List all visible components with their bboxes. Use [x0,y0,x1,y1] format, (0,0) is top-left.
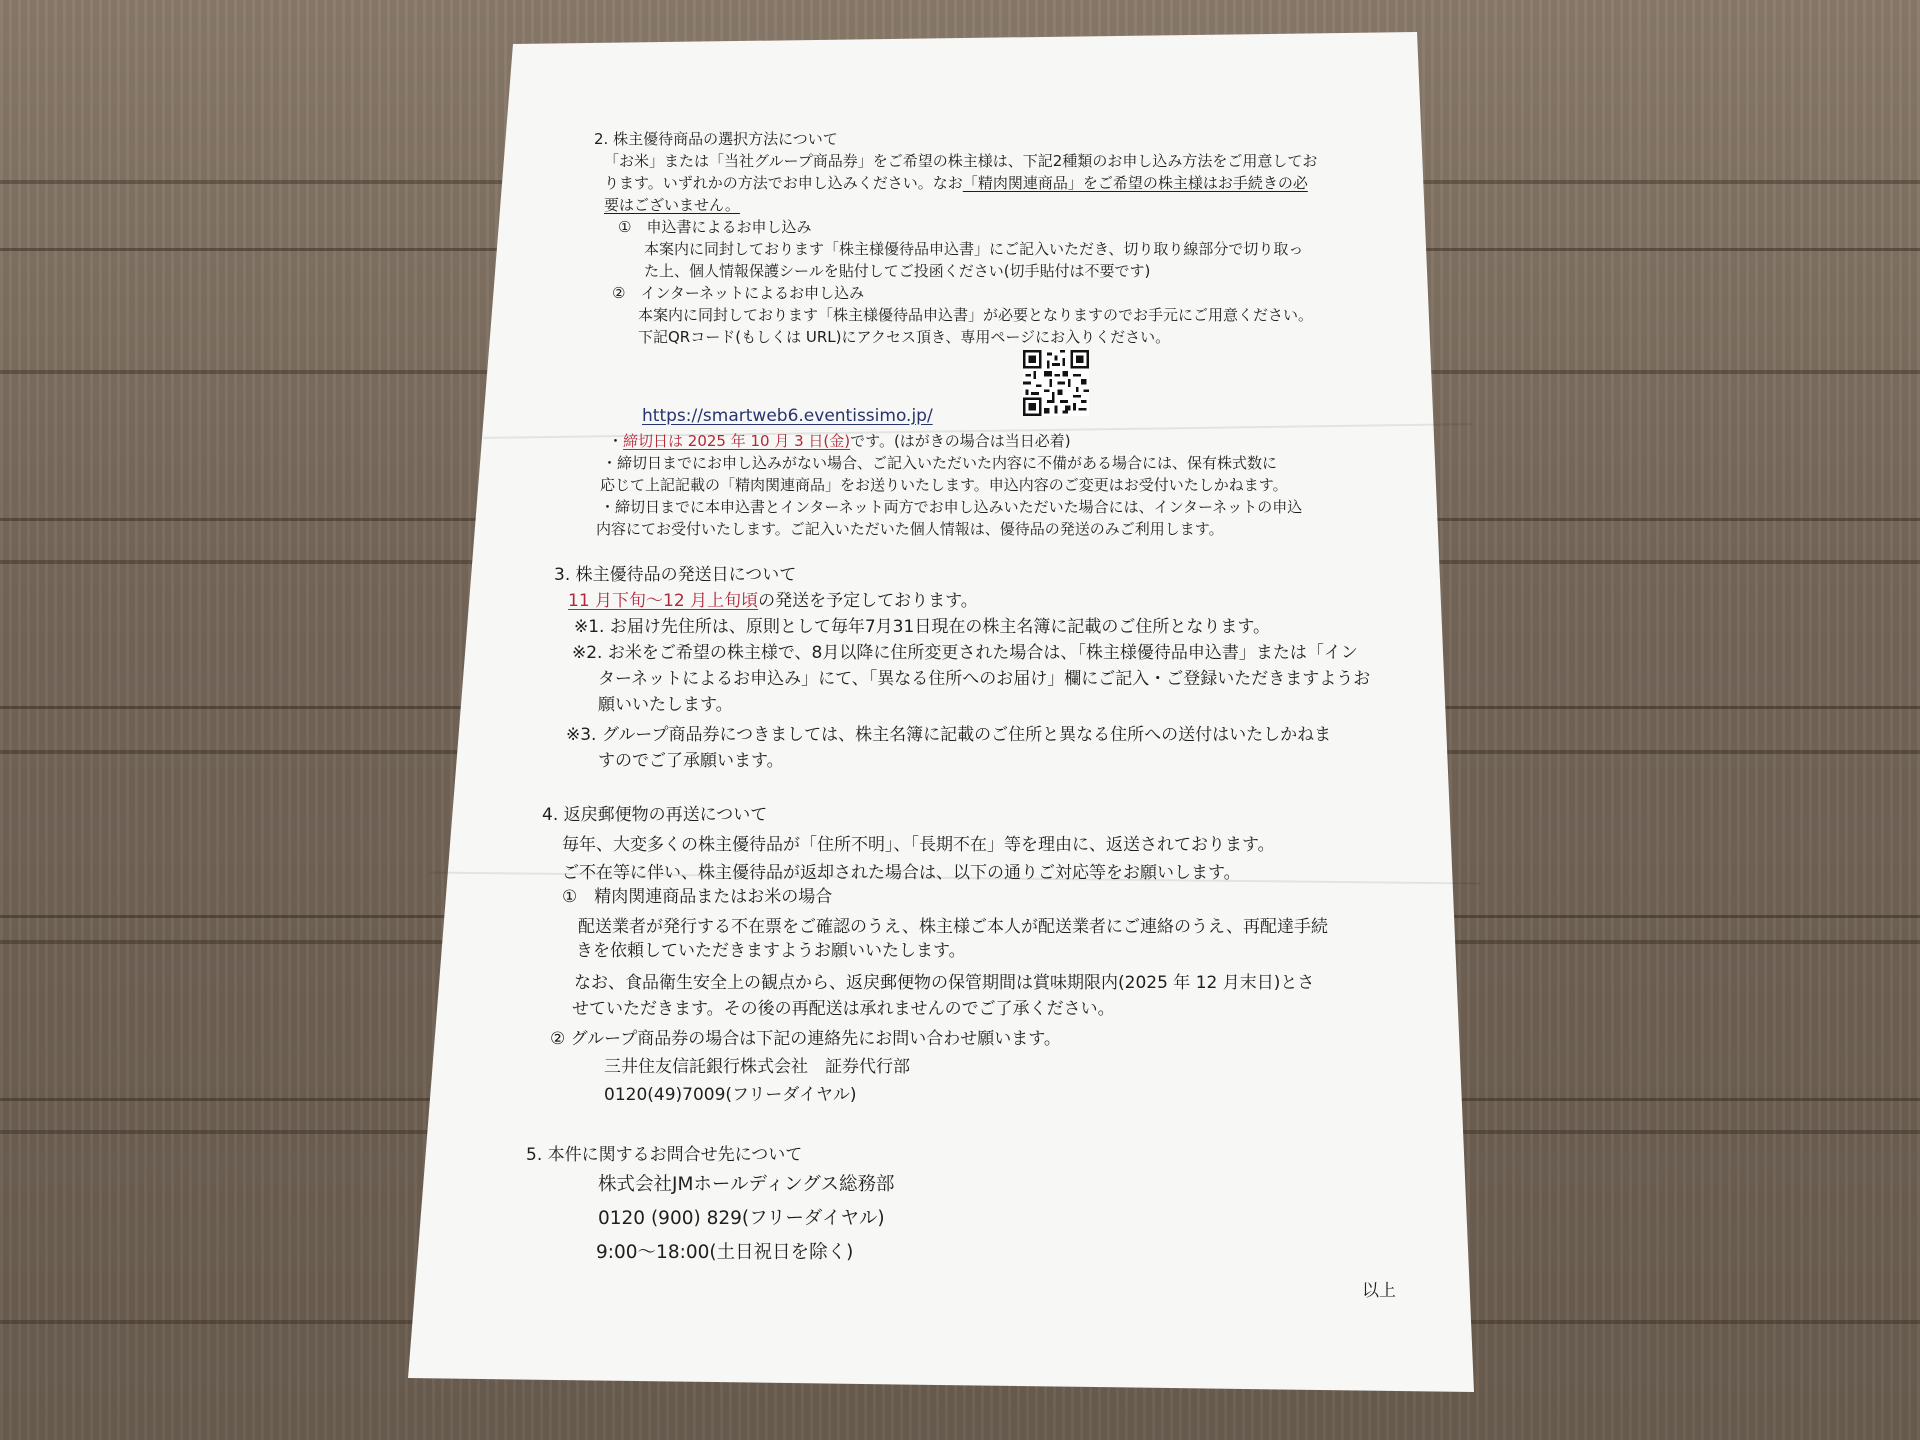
shipping-date: 11 月下旬～12 月上旬頃 [568,591,759,611]
shipping-note-2: ターネットによるお申込み」にて、「異なる住所へのお届け」欄にご記入・ご登録いただきますようお [598,669,1371,689]
contact-company: 株式会社JMホールディングス総務部 [598,1174,895,1195]
deadline-note-text: ・締切日までにお申し込みがない場合、ご記入いただいた内容に不備がある場合には、保有株式数に [602,454,1278,472]
shipping-date-line [568,586,978,611]
deadline-note-text: 応じて上記記載の「精肉関連商品」をお送りいたします。申込内容のご変更はお受付いたしかねます。 [600,476,1288,494]
deadline-note-text: ・締切日までに本申込書とインターネット両方でお申し込みいただいた場合には、インターネットの申込 [600,498,1303,516]
contact-hours: 9:00～18:00(土日祝日を除く) [596,1242,854,1263]
section-2-text: 要はございません。 [604,196,740,214]
section-2-text: 「お米」または「当社グループ商品券」をご希望の株主様は、下記2種類のお申し込み方法をご用意してお [604,152,1318,170]
shipping-note-3: すのでご了承願います。 [598,751,784,771]
deadline-date: 締切日は 2025 年 10 月 3 日(金) [623,432,851,450]
case-1-text: きを依頼していただきますようお願いいたします。 [576,941,966,961]
method-1-text: 本案内に同封しております「株主様優待品申込書」にご記入いただき、切り取り線部分で切り取っ [644,240,1304,258]
deadline-note-text: 内容にてお受付いたします。ご記入いただいた個人情報は、優待品の発送のみご利用します。 [596,520,1224,538]
shipping-note-2: ※2. お米をご希望の株主様で、8月以降に住所変更された場合は、「株主様優待品申込書」または「イン [572,643,1358,663]
method-1-text: た上、個人情報保護シールを貼付してご投函ください(切手貼付は不要です) [644,262,1151,280]
return-text: ご不在等に伴い、株主優待品が返却された場合は、以下の通りご対応等をお願いします。 [562,863,1241,883]
method-2-text: 下記QRコード(もしくは URL)にアクセス頂き、専用ページにお入りください。 [638,328,1171,346]
qr-code-graphic [1023,350,1089,416]
deadline-note: です。(はがきの場合は当日必着) [850,432,1071,450]
method-1-title: ① 申込書によるお申し込み [618,218,812,236]
case-1-text: 配送業者が発行する不在票をご確認のうえ、株主様ご本人が配送業者にご連絡のうえ、再配達手続 [578,917,1329,937]
case-1-text: なお、食品衛生安全上の観点から、返戻郵便物の保管期間は賞味期限内(2025 年 12 月末日)とさ [574,973,1315,993]
deadline-line [608,430,1071,451]
case-1-text: せていただきます。その後の再配送は承れませんのでご了承ください。 [572,999,1115,1019]
case-2-title: ② グループ商品券の場合は下記の連絡先にお問い合わせ願います。 [550,1029,1061,1049]
section-2-heading: 2. 株主優待商品の選択方法について [594,130,838,148]
method-2-text: 本案内に同封しております「株主様優待品申込書」が必要となりますのでお手元にご用意ください。 [638,306,1314,324]
section-4-heading: 4. 返戻郵便物の再送について [542,805,768,825]
section-3-heading: 3. 株主優待品の発送日について [554,565,797,585]
qr-code[interactable] [1023,350,1089,416]
application-url-link[interactable]: https://smartweb6.eventissimo.jp/ [642,406,933,426]
section-2-text-part: ります。いずれかの方法でお申し込みください。なお [604,174,963,192]
case-1-title: ① 精肉関連商品またはお米の場合 [562,887,833,907]
return-text: 毎年、大変多くの株主優待品が「住所不明」、「長期不在」等を理由に、返送されております。 [562,835,1275,855]
shipping-note-2: 願いいたします。 [598,695,733,715]
securities-agent-company: 三井住友信託銀行株式会社 証券代行部 [604,1057,910,1077]
method-2-title: ② インターネットによるお申し込み [612,284,865,302]
securities-agent-phone: 0120(49)7009(フリーダイヤル) [604,1085,857,1105]
shipping-note-1: ※1. お届け先住所は、原則として毎年7月31日現在の株主名簿に記載のご住所となります。 [574,617,1270,637]
shipping-note-3: ※3. グループ商品券につきましては、株主名簿に記載のご住所と異なる住所への送付はいたしかねま [566,725,1332,745]
closing-text: 以上 [1362,1281,1396,1301]
deadline-bullet: ・ [608,432,624,450]
shipping-date-text: の発送を予定しております。 [758,591,978,611]
section-2-text [604,172,1308,193]
section-5-heading: 5. 本件に関するお問合せ先について [526,1145,803,1165]
meat-notice: 「精肉関連商品」をご希望の株主様はお手続きの必 [962,174,1308,192]
contact-phone: 0120 (900) 829(フリーダイヤル) [598,1208,885,1229]
